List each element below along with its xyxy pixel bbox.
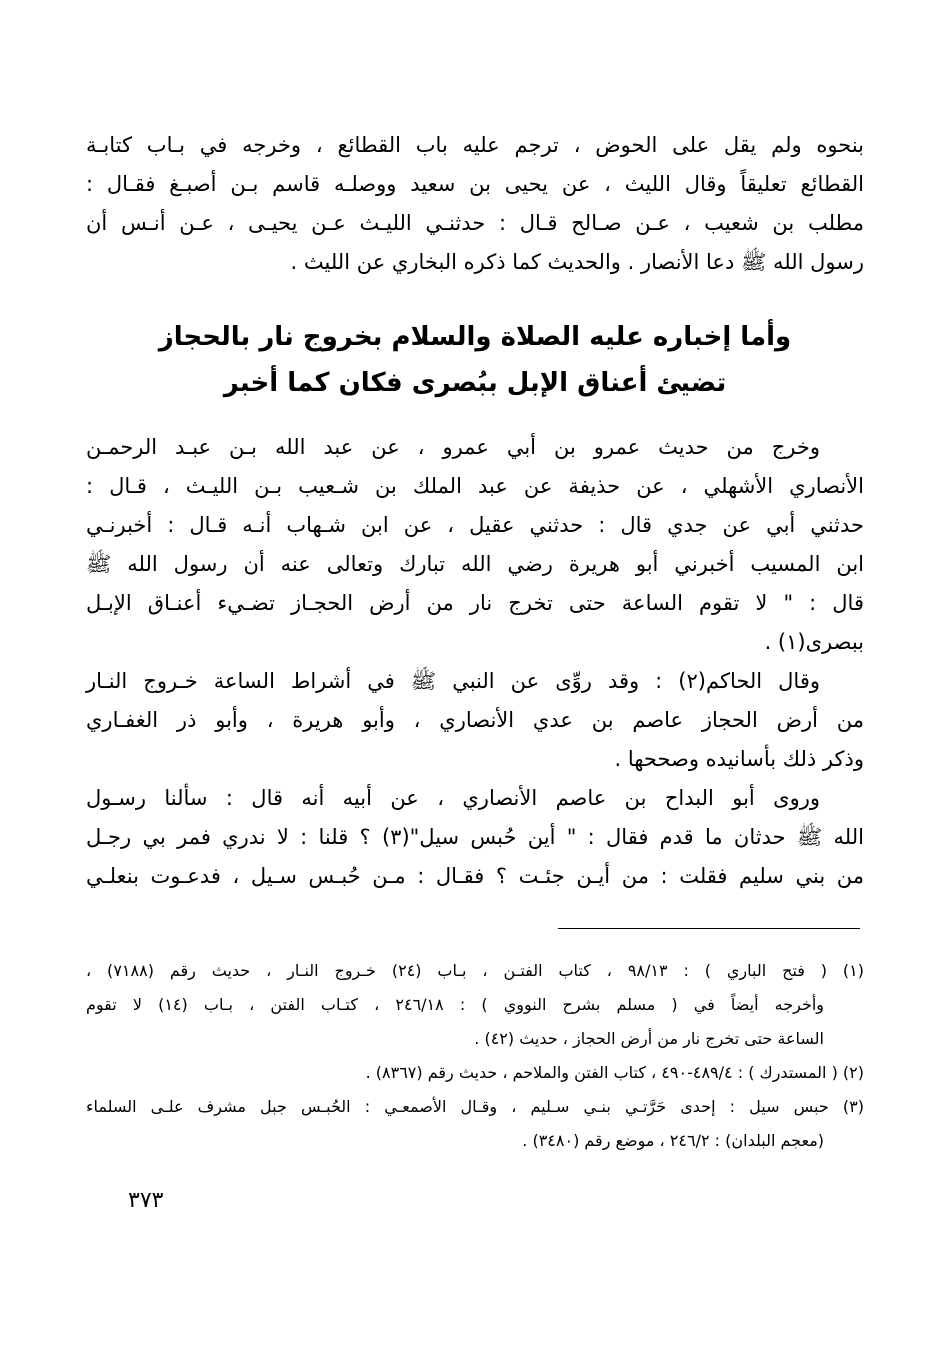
footnote-line: (معجم البلدان) : ٢٤٦/٢ ، موضع رقم (٣٤٨٠) . — [522, 1131, 824, 1150]
text-line: ابن المسيب أخبرني أبو هريرة رضي الله تبارك وتعالى عنه أن رسول الله ﷺ — [86, 552, 864, 576]
page-number: ٣٧٣ — [128, 1188, 164, 1213]
heading-line: وأما إخباره عليه الصلاة والسلام بخروج نار بالحجاز — [158, 322, 792, 352]
intro-paragraph — [86, 126, 864, 282]
text-line: بنحوه ولم يقل على الحوض ، ترجم عليه باب القطائع ، وخرجه في بـاب كتابـة — [86, 133, 864, 157]
text-line: وخرج من حديث عمرو بن أبي عمرو ، عن عبد الله بـن عبـد الرحمـن — [86, 435, 820, 459]
text-line: وقال الحاكم(٢) : وقد روِّى عن النبي ﷺ في أشراط الساعة خـروج النـار — [86, 669, 821, 693]
paragraph-2 — [86, 662, 864, 779]
text-line: وروى أبو البداح بن عاصم الأنصاري ، عن أبيه أنه قال : سألنا رسـول — [86, 786, 820, 810]
text-line: وذكر ذلك بأسانيده وصححها . — [614, 747, 864, 771]
footnotes — [86, 954, 864, 1158]
footnote-line: وأخرجه أيضاً في ( مسلم بشرح النووي ) : ٢٤٦/١٨ ، كتـاب الفتن ، بـاب (١٤) لا تقوم — [86, 995, 825, 1014]
text-line: رسول الله ﷺ دعا الأنصار . والحديث كما ذكره البخاري عن الليث . — [290, 250, 864, 274]
text-line: الأنصاري الأشهلي ، عن حذيفة عن عبد الملك بن شـعيب بـن الليـث ، قـال : — [86, 474, 864, 498]
footnote-separator — [558, 928, 860, 929]
text-line: قال : " لا تقوم الساعة حتى تخرج نار من أرض الحجـاز تضـيء أعنـاق الإبـل — [86, 591, 864, 615]
text-line: القطائع تعليقاً وقال الليث ، عن يحيى بن سعيد ووصلـه قاسم بـن أصبـغ فقـال : — [86, 172, 864, 196]
text-line: من أرض الحجاز عاصم بن عدي الأنصاري ، وأبو هريرة ، وأبو ذر الغفـاري — [86, 708, 864, 732]
footnote-line: (٣) حبس سيل : إحدى حَرَّتـي بنـي سـليم ، وقـال الأصمعـي : الحُبـس جبل مشرف علـى السلماء — [86, 1097, 864, 1116]
section-heading — [0, 314, 950, 406]
text-line: من بني سليم فقلت : من أيـن جئـت ؟ فقـال : مـن حُبـس سـيل ، فدعـوت بنعلـي — [86, 864, 864, 888]
text-line: ببصرى(١) . — [764, 630, 864, 654]
text-line: الله ﷺ حدثان ما قدم فقال : " أين حُبس سيل"(٣) ؟ قلنا : لا ندري فمر بي رجـل — [86, 825, 864, 849]
text-line: مطلب بن شعيب ، عـن صـالح قـال : حدثنـي الليـث عـن يحيـى ، عـن أنـس أن — [86, 211, 864, 235]
paragraph-3 — [86, 779, 864, 896]
footnote-line: (١) ( فتح الباري ) : ٩٨/١٣ ، كتاب الفتـن ، بـاب (٢٤) خـروج النـار ، حديث رقم (٧١٨٨) ، — [86, 961, 864, 980]
paragraph-1 — [86, 428, 864, 662]
footnote-line: الساعة حتى تخرج نار من أرض الحجاز ، حديث (٤٢) . — [474, 1029, 824, 1048]
heading-line: تضيئ أعناق الإبل ببُصرى فكان كما أخبر — [223, 368, 727, 398]
footnote-line: (٢) ( المستدرك ) : ٤٨٩/٤-٤٩٠ ، كتاب الفتن والملاحم ، حديث رقم (٨٣٦٧) . — [365, 1063, 864, 1082]
text-line: حدثني أبي عن جدي قال : حدثني عقيل ، عن ابن شـهاب أنـه قـال : أخبرنـي — [86, 513, 864, 537]
